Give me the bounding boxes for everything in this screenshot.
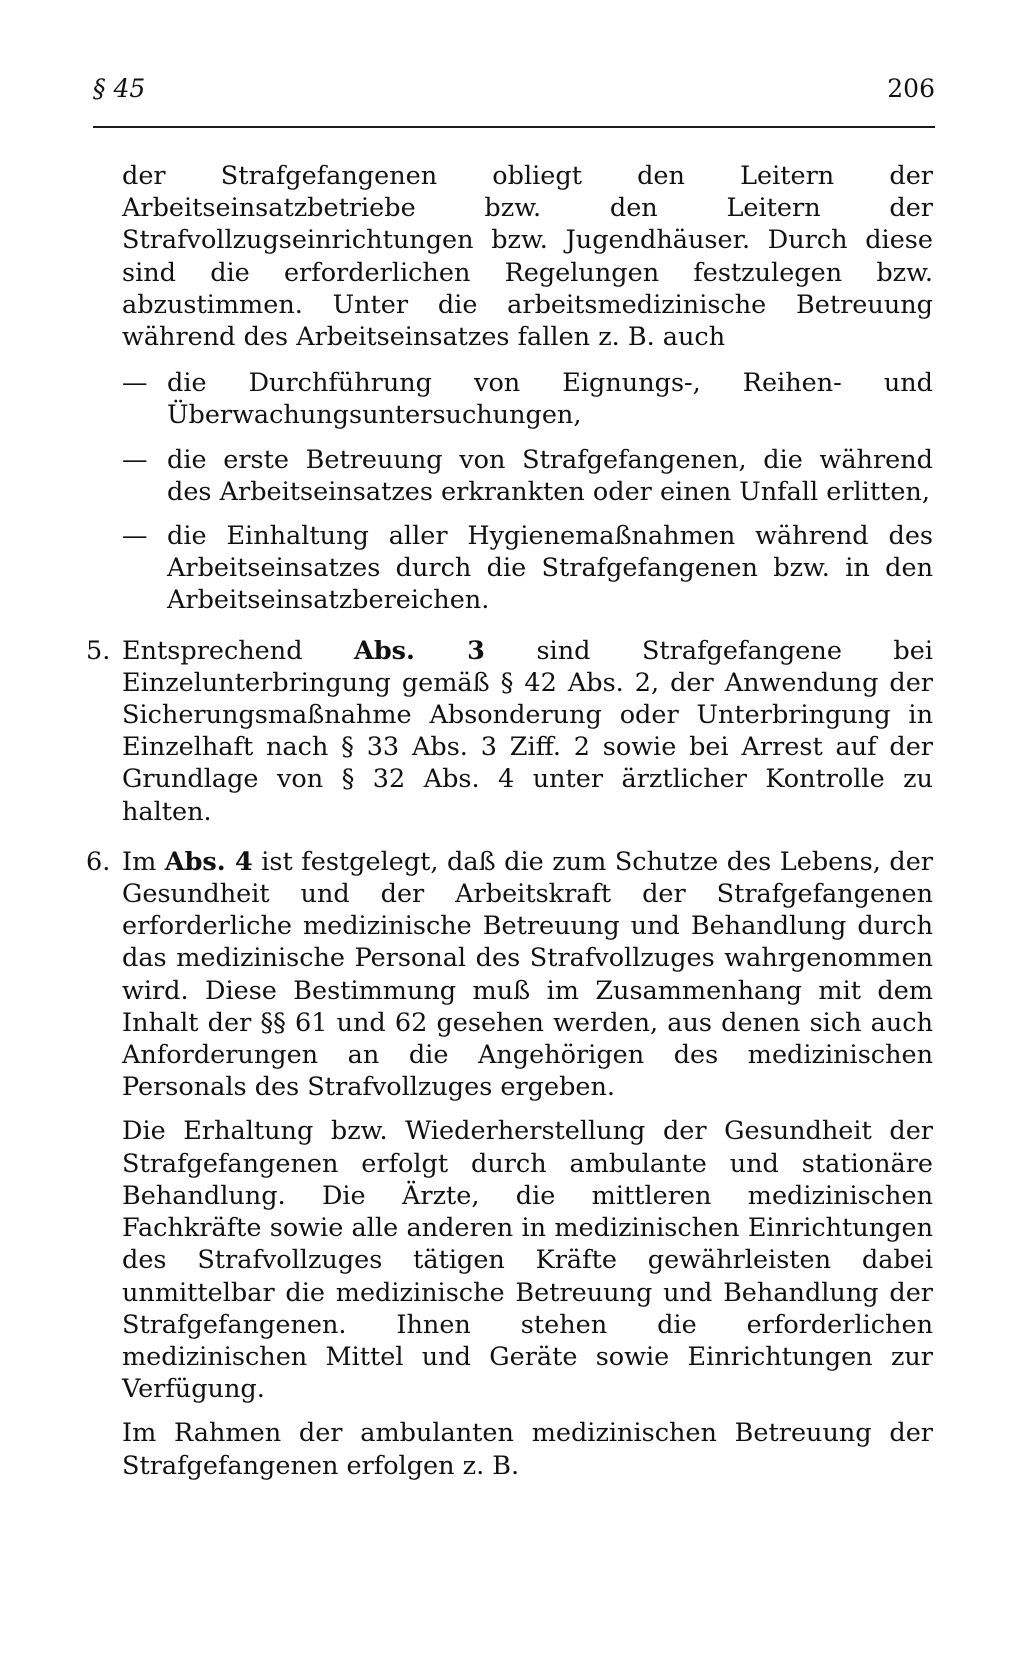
bold-reference: Abs. 3: [354, 635, 485, 666]
dash-item-text: die Einhaltung aller Hygienemaßnahmen während des Arbeitseinsatzes durch die Strafgefangenen bzw. in den Arbeitseinsatzbereichen.: [167, 521, 933, 616]
body-paragraph: Die Erhaltung bzw. Wiederherstellung der Gesundheit der Strafgefangenen erfolgt durch ambulante und stationäre Behandlung. Die Ärzte, die mittleren medizinischen Fachkräfte sowie alle anderen in medizinischen Einrichtungen des Strafvollzuges tätigen Kräfte gewährleisten dabei unmittelbar die medizinische Betreuung und Behandlung der Strafgefangenen. Ihnen stehen die erforderlichen medizinischen Mittel und Geräte sowie Einrichtungen zur Verfügung.: [122, 1116, 933, 1405]
dash-list-item: [122, 367, 933, 431]
dash-list-item: [122, 520, 933, 617]
header-rule: [93, 126, 935, 128]
numbered-item-6: [86, 846, 933, 1482]
item-text-rest: ist festgelegt, daß die zum Schutze des Lebens, der Gesundheit und der Arbeitskraft der Strafgefangenen erforderliche medizinische Betreuung und Behandlung durch das medizinische Personal des Strafvollzuges wahrgenommen wird. Diese Bestimmung muß im Zusammenhang mit dem Inhalt der §§ 61 und 62 gesehen werden, aus denen sich auch Anforderungen an die Angehörigen des medizinischen Personals des Strafvollzuges ergeben.: [122, 846, 933, 1103]
page-number: 206: [887, 74, 935, 103]
dash-item-text: die erste Betreuung von Strafgefangenen, die während des Arbeitseinsatzes erkrankten oder einen Unfall erlitten,: [167, 444, 933, 507]
body-paragraph: Im Rahmen der ambulanten medizinischen Betreuung der Strafgefangenen erfolgen z. B.: [122, 1418, 933, 1481]
dash-item-text: die Durchführung von Eignungs-, Reihen- und Überwachungsuntersuchungen,: [167, 368, 933, 431]
item-text-start: Im: [122, 846, 165, 877]
dash-bullet: —: [122, 368, 148, 399]
item-text: [122, 635, 933, 828]
dash-list-item: [122, 444, 933, 508]
item-number: 6.: [86, 846, 111, 877]
intro-paragraph: der Strafgefangenen obliegt den Leitern der Arbeitseinsatzbetriebe bzw. den Leitern der Strafvollzugseinrichtungen bzw. Jugendhäuser. Durch diese sind die erforderlichen Regelungen festzulegen bzw. abzustimmen. Unter die arbeitsmedizinische Betreuung während des Arbeitseinsatzes fallen z. B. auch: [122, 161, 933, 353]
numbered-item-5: [86, 635, 933, 828]
page-body: [86, 160, 933, 1496]
item-text-start: Entsprechend: [122, 635, 355, 666]
page-header: [93, 70, 935, 110]
section-reference: § 45: [93, 74, 146, 103]
dash-bullet: —: [122, 444, 148, 475]
item-text: [122, 846, 933, 1104]
item-text-rest: sind Strafgefangene bei Einzelunterbringung gemäß § 42 Abs. 2, der Anwendung der Sicherungsmaßnahme Absonderung oder Unterbringung in Einzelhaft nach § 33 Abs. 3 Ziff. 2 sowie bei Arrest auf der Grundlage von § 32 Abs. 4 unter ärztlicher Kontrolle zu halten.: [122, 635, 933, 827]
dash-bullet: —: [122, 521, 148, 552]
bold-reference: Abs. 4: [164, 846, 253, 877]
item-number: 5.: [86, 635, 111, 666]
